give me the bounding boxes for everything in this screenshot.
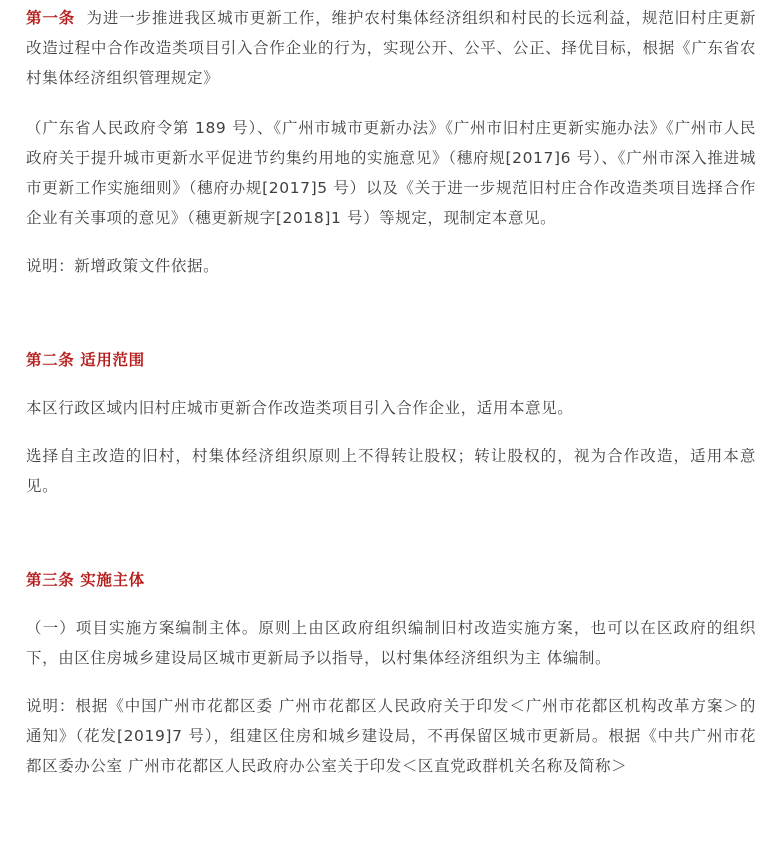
article1-paragraph1-text: 为进一步推进我区城市更新工作，维护农村集体经济组织和村民的长远利益，规范旧村庄更新改造过程中合作改造类项目引入合作企业的行为，实现公开、公平、公正、择优目标，根据《广东省农村集体经济组织管理规定》 [26,9,756,87]
article1-note: 说明：新增政策文件依据。 [26,257,220,275]
article1-paragraph2: （广东省人民政府令第 189 号）、《广州市城市更新办法》《广州市旧村庄更新实施办法》《广州市人民政府关于提升城市更新水平促进节约集约用地的实施意见》（穗府规[2017]6 号）、《广州市深入推进城市更新工作实施细则》（穗府办规[2017]5 号）以及《关于进一步规范旧村庄合作改造类项目选择合作企业有关事项的意见》（穗更新规字[2018]1 号）等规定，现制定本意见。 [26,119,756,227]
article3-heading: 第三条 实施主体 [26,571,145,589]
article2-paragraph2: 选择自主改造的旧村，村集体经济组织原则上不得转让股权；转让股权的，视为合作改造，适用本意见。 [26,447,756,495]
article3-paragraph1: （一）项目实施方案编制主体。原则上由区政府组织编制旧村改造实施方案，也可以在区政府的组织下，由区住房城乡建设局区城市更新局予以指导，以村集体经济组织为主 体编制。 [26,619,756,667]
article3-note: 说明：根据《中国广州市花都区委 广州市花都区人民政府关于印发＜广州市花都区机构改革方案＞的通知》（花发[2019]7 号），组建区住房和城乡建设局，不再保留区城市更新局。根据《中共广州市花都区委办公室 广州市花都区人民政府办公室关于印发＜区直党政群机关名称及简称＞ [26,697,756,775]
article1-heading: 第一条 [26,9,76,27]
article2-paragraph1: 本区行政区域内旧村庄城市更新合作改造类项目引入合作企业，适用本意见。 [26,399,574,417]
article2-heading: 第二条 适用范围 [26,351,145,369]
article1-paragraph1 [26,3,756,93]
